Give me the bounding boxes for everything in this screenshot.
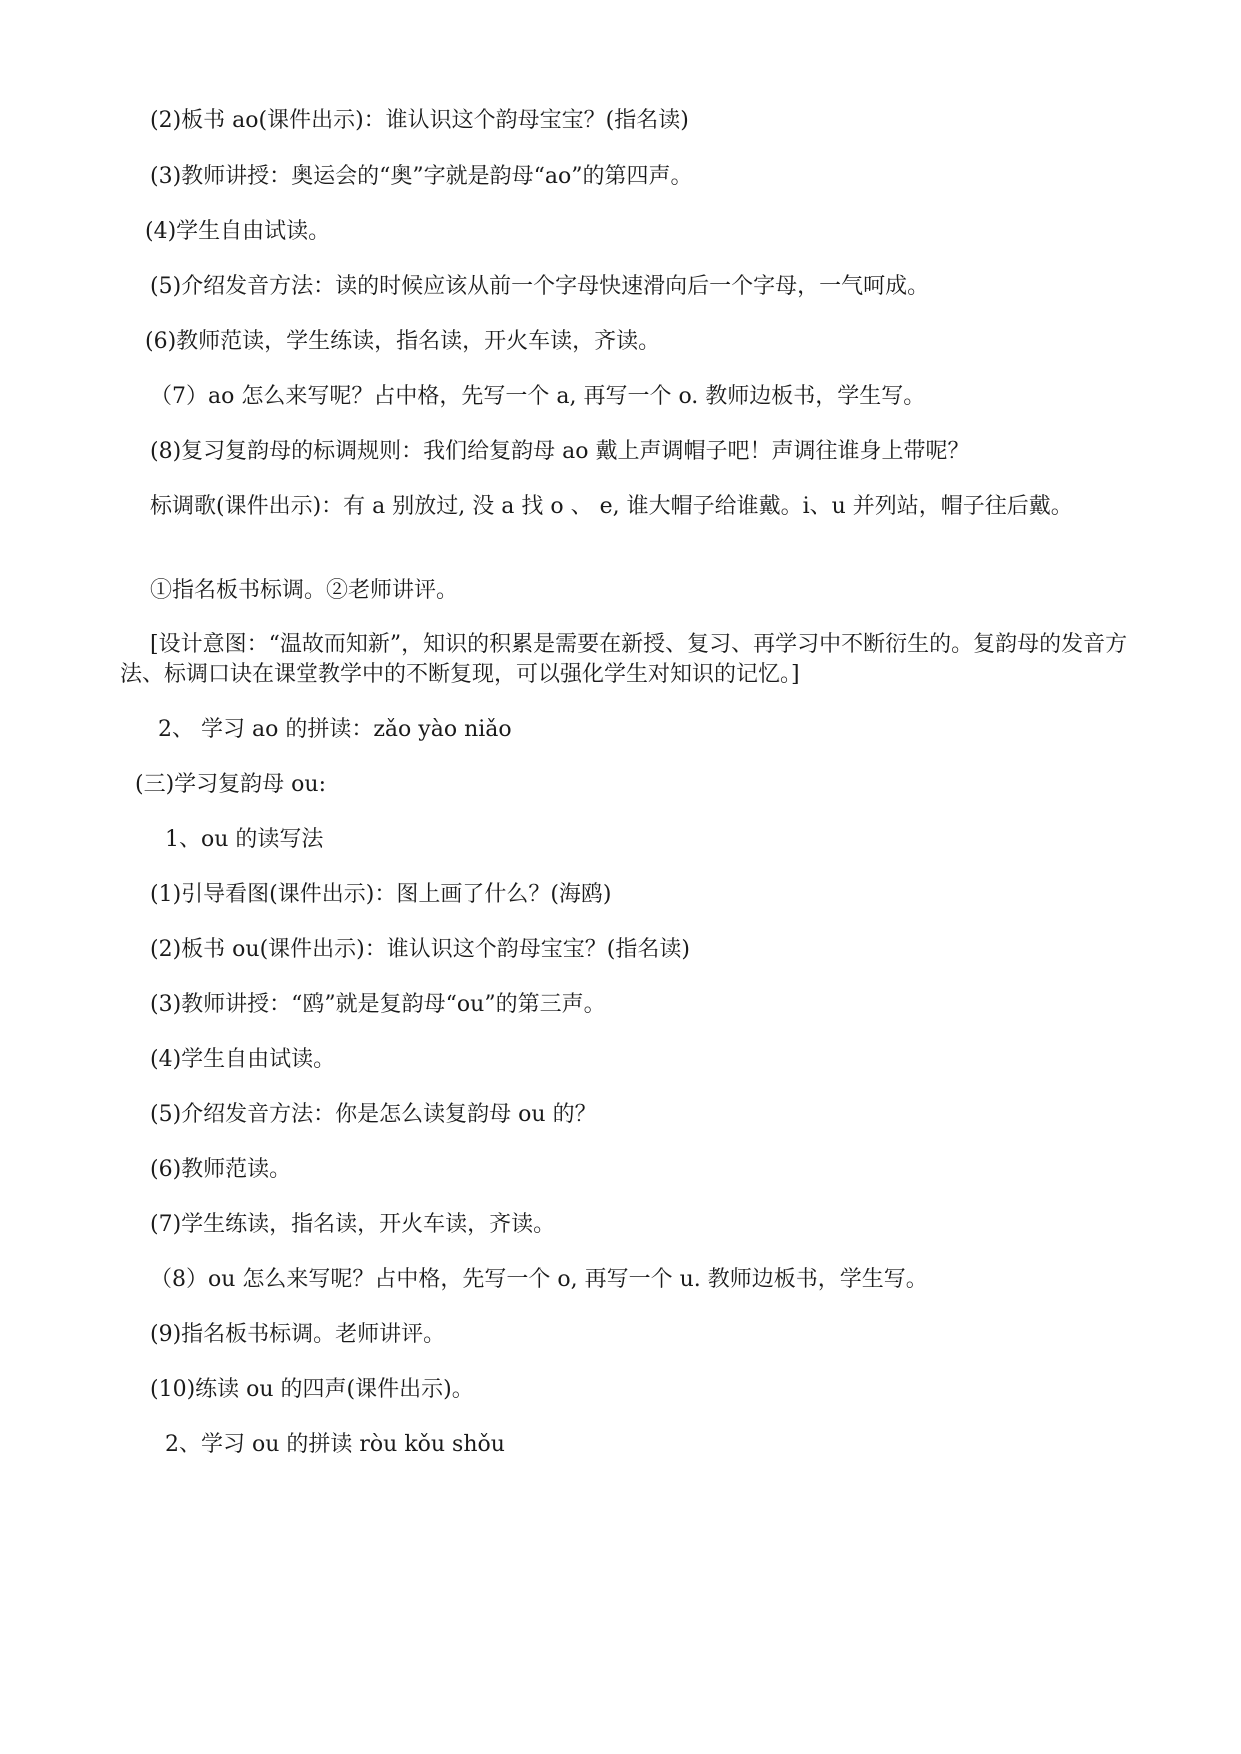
paragraph-line: （7）ao 怎么来写呢？占中格，先写一个 a, 再写一个 o. 教师边板书，学生写。: [150, 384, 926, 409]
design-intent-paragraph: [设计意图：“温故而知新”，知识的积累是需要在新授、复习、再学习中不断衍生的。复韵母的发音方法、标调口诀在课堂教学中的不断复现，可以强化学生对知识的记忆。]: [120, 632, 1128, 687]
tone-song-paragraph: 标调歌(课件出示)：有 a 别放过, 没 a 找 o 、 e, 谁大帽子给谁戴。i、u 并列站，帽子往后戴。: [150, 494, 1073, 519]
paragraph-line: （8）ou 怎么来写呢？占中格，先写一个 o, 再写一个 u. 教师边板书，学生写。: [150, 1267, 928, 1292]
section-heading: 2、学习 ou 的拼读 ròu kǒu shǒu: [165, 1432, 505, 1457]
paragraph-line: (4)学生自由试读。: [145, 219, 331, 244]
paragraph-line: (8)复习复韵母的标调规则：我们给复韵母 ao 戴上声调帽子吧！声调往谁身上带呢？: [150, 439, 970, 464]
paragraph-line: (2)板书 ou(课件出示)：谁认识这个韵母宝宝？(指名读): [150, 937, 690, 962]
paragraph-line: (3)教师讲授：“鸥”就是复韵母“ou”的第三声。: [150, 992, 606, 1017]
section-heading: 2、 学习 ao 的拼读：zǎo yào niǎo: [158, 717, 512, 742]
section-heading: 1、ou 的读写法: [165, 827, 324, 852]
paragraph-line: (9)指名板书标调。老师讲评。: [150, 1322, 446, 1347]
paragraph-line: (1)引导看图(课件出示)：图上画了什么？(海鸥): [150, 882, 612, 907]
paragraph-line: (3)教师讲授：奥运会的“奥”字就是韵母“ao”的第四声。: [150, 164, 693, 189]
paragraph-line: (6)教师范读，学生练读，指名读，开火车读，齐读。: [145, 329, 661, 354]
section-heading: (三)学习复韵母 ou:: [135, 772, 326, 797]
paragraph-line: (2)板书 ao(课件出示)：谁认识这个韵母宝宝？(指名读): [150, 108, 689, 133]
paragraph-line: (5)介绍发音方法：读的时候应该从前一个字母快速滑向后一个字母，一气呵成。: [150, 274, 930, 299]
paragraph-line: (4)学生自由试读。: [150, 1047, 336, 1072]
paragraph-line: (5)介绍发音方法：你是怎么读复韵母 ou 的？: [150, 1102, 597, 1127]
paragraph-line: (7)学生练读，指名读，开火车读，齐读。: [150, 1212, 556, 1237]
paragraph-line: ①指名板书标调。②老师讲评。: [150, 578, 459, 603]
paragraph-line: (6)教师范读。: [150, 1157, 292, 1182]
paragraph-line: (10)练读 ou 的四声(课件出示)。: [150, 1377, 474, 1402]
